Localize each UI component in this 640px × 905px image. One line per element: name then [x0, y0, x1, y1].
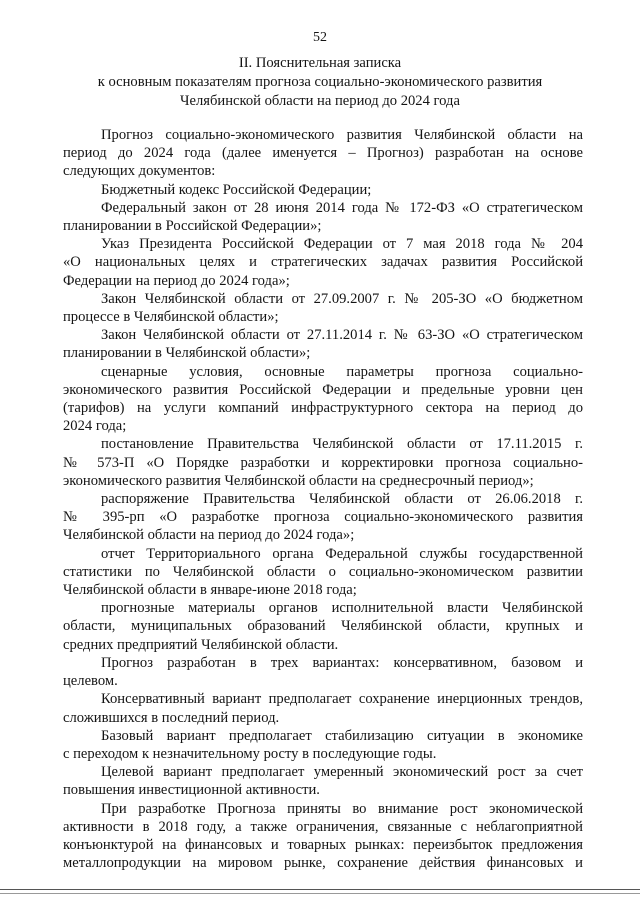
paragraph [63, 490, 583, 545]
paragraph-line: экономического развития Российской Федерации и предельные уровни цен [63, 381, 583, 398]
paragraph [63, 654, 583, 690]
paragraph-line: 2024 года; [63, 418, 127, 435]
paragraph-line: сложившихся в последний период. [63, 709, 280, 726]
paragraph-line: распоряжение Правительства Челябинской области от 26.06.2018 г. [101, 491, 583, 508]
paragraph [63, 545, 583, 600]
paragraph-line: № 395-рп «О разработке прогноза социально-экономического развития [63, 509, 583, 526]
paragraph-line: Федеральный закон от 28 июня 2014 года № 172-ФЗ «О стратегическом [101, 199, 583, 216]
heading-subtitle-line-2: Челябинской области на период до 2024 года [180, 93, 460, 109]
paragraph-line: повышения инвестиционной активности. [63, 782, 320, 799]
paragraph-line: Закон Челябинской области от 27.11.2014 г. № 63-ЗО «О стратегическом [101, 327, 583, 344]
paragraph-line: Прогноз разработан в трех вариантах: консервативном, базовом и [101, 654, 583, 671]
paragraph [63, 181, 583, 199]
page-number: 52 [313, 30, 327, 45]
paragraph [63, 690, 583, 726]
paragraph-line: планировании в Челябинской области»; [63, 345, 311, 362]
paragraph-line: «О национальных целях и стратегических задачах развития Российской [63, 254, 583, 271]
document-heading [40, 54, 600, 111]
paragraph [63, 435, 583, 490]
paragraph-line: постановление Правительства Челябинской области от 17.11.2015 г. [101, 436, 583, 453]
paragraph-line: (тарифов) на услуги компаний инфраструктурного сектора на период до [63, 400, 583, 417]
paragraph-line: Закон Челябинской области от 27.09.2007 г. № 205-ЗО «О бюджетном [101, 290, 583, 307]
footer-rule-secondary [0, 893, 640, 894]
paragraph [63, 800, 583, 873]
paragraph-line: Консервативный вариант предполагает сохранение инерционных трендов, [101, 691, 583, 708]
paragraph-line: отчет Территориального органа Федеральной службы государственной [101, 545, 583, 562]
paragraph-line: планировании в Российской Федерации»; [63, 218, 322, 235]
paragraph [63, 363, 583, 436]
paragraph-line: При разработке Прогноза приняты во внимание рост экономической [101, 800, 583, 817]
paragraph-line: Челябинской области на период до 2024 года»; [63, 527, 355, 544]
paragraph-line: № 573-П «О Порядке разработки и корректировки прогноза социально- [63, 454, 583, 471]
paragraph-line: области, муниципальных образований Челябинской области, крупных и [63, 618, 583, 635]
heading-section-title: II. Пояснительная записка [238, 55, 402, 71]
paragraph-line: сценарные условия, основные параметры прогноза социально- [101, 363, 583, 380]
paragraph-line: следующих документов: [63, 163, 216, 180]
paragraph-line: конъюнктурой на финансовых и товарных рынках: переизбыток предложения [63, 836, 583, 853]
document-body [63, 126, 583, 872]
paragraph [63, 326, 583, 362]
paragraph-line: экономического развития Челябинской области на среднесрочный период»; [63, 472, 534, 489]
paragraph-line: статистики по Челябинской области о социально-экономическом развитии [63, 563, 583, 580]
paragraph-line: Целевой вариант предполагает умеренный экономический рост за счет [101, 764, 583, 781]
paragraph [63, 290, 583, 326]
paragraph-line: металлопродукции на мировом рынке, сохранение действия финансовых и [63, 855, 583, 872]
paragraph [63, 199, 583, 235]
paragraph [63, 126, 583, 181]
paragraph-line: Бюджетный кодекс Российской Федерации; [101, 181, 372, 198]
footer-rule [0, 889, 640, 890]
paragraph-line: Базовый вариант предполагает стабилизацию ситуации в экономике [101, 727, 583, 744]
paragraph-line: средних предприятий Челябинской области. [63, 636, 339, 653]
paragraph-line: прогнозные материалы органов исполнительной власти Челябинской [101, 600, 583, 617]
paragraph [63, 763, 583, 799]
paragraph-line: активности в 2018 году, а также ограничения, связанные с неблагоприятной [63, 818, 583, 835]
paragraph-line: с переходом к незначительному росту в последующие годы. [63, 745, 437, 762]
paragraph-line: период до 2024 года (далее именуется – Прогноз) разработан на основе [63, 145, 583, 162]
paragraph [63, 599, 583, 654]
paragraph [63, 235, 583, 290]
paragraph-line: процессе в Челябинской области»; [63, 309, 279, 326]
paragraph-line: целевом. [63, 673, 118, 690]
paragraph-line: Указ Президента Российской Федерации от 7 мая 2018 года № 204 [101, 236, 583, 253]
paragraph-line: Челябинской области в январе-июне 2018 года; [63, 582, 357, 599]
heading-subtitle-line-1: к основным показателям прогноза социально-экономического развития [97, 74, 543, 90]
paragraph [63, 727, 583, 763]
paragraph-line: Прогноз социально-экономического развития Челябинской области на [101, 127, 583, 143]
paragraph-line: Федерации на период до 2024 года»; [63, 272, 290, 289]
